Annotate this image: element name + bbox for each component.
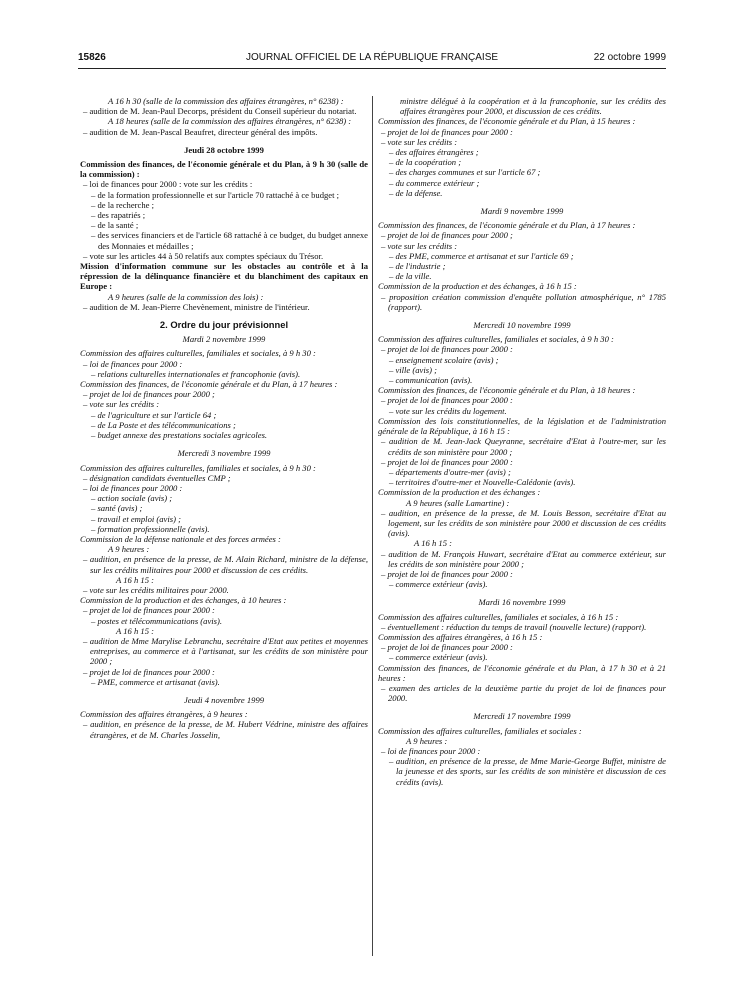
agenda-subitem: – budget annexe des prestations sociales agricoles. [91,430,268,441]
page-header [78,52,666,66]
agenda-subitem: – relations culturelles internationales et francophonie (avis). [91,368,301,379]
header-rule [78,68,666,69]
agenda-item: – audition de M. François Huwart, secrétaire d'Etat au commerce extérieur, sur les crédits de son ministère pour 2000 ; [381,548,666,569]
session-time: A 16 h 30 (salle de la commission des affaires étrangères, n° 6238) : [108,96,344,106]
agenda-subitem: – santé (avis) ; [91,503,143,514]
commission-heading: Commission des finances, de l'économie générale et du Plan, à 15 heures : [378,116,636,127]
agenda-subitem: – de la coopération ; [389,157,462,168]
day-heading: Mercredi 10 novembre 1999 [473,320,571,331]
agenda-subitem: – PME, commerce et artisanat (avis). [91,676,220,687]
agenda-subitem: – des rapatriés ; [91,210,146,221]
agenda-subitem: – formation professionnelle (avis). [91,523,210,534]
agenda-item: – audition de M. Jean-Jack Queyranne, secrétaire d'Etat à l'outre-mer, sur les crédits de son ministère pour 2000 ; [381,436,666,457]
agenda-subitem: – de la recherche ; [91,199,154,210]
commission-heading: Commission des affaires culturelles, familiales et sociales, à 9 h 30 : [80,348,316,359]
agenda-item: – audition de M. Jean-Pierre Chevènement, ministre de l'intérieur. [83,301,310,312]
commission-heading: Commission des lois constitutionnelles, de la législation et de l'administration générale de la République, à 16 h 15 : [378,415,666,437]
agenda-subitem: – travail et emploi (avis) ; [91,513,181,524]
commission-heading: Commission des finances, de l'économie générale et du Plan, à 17 heures : [80,379,338,390]
agenda-subitem: – vote sur les crédits du logement. [389,405,507,416]
commission-heading: Commission de la défense nationale et des forces armées : [80,533,281,544]
agenda-subitem: – des services financiers et de l'article 68 rattaché à ce budget, du budget annexe des Monnaies et médailles ; [91,230,368,251]
session-time: A 9 heures : [406,735,448,746]
agenda-subitem: – communication (avis). [389,375,473,386]
commission-heading: Commission des finances, de l'économie générale et du Plan, à 17 h 30 et à 21 heures : [378,662,666,683]
agenda-subitem: – de La Poste et des télécommunications ; [91,419,236,430]
agenda-item: – vote sur les crédits : [381,136,458,147]
agenda-item: – vote sur les crédits militaires pour 2000. [83,584,229,595]
day-heading: Mardi 9 novembre 1999 [480,206,564,217]
left-column [80,96,368,740]
column-divider [372,96,373,956]
agenda-item: – projet de loi de finances pour 2000 : [83,605,215,616]
agenda-item: – loi de finances pour 2000 : vote sur les crédits : [83,179,253,190]
agenda-item: – projet de loi de finances pour 2000 : [381,642,513,653]
agenda-subitem: – postes et télécommunications (avis). [91,615,223,626]
page-number: 15826 [78,52,106,63]
agenda-item: – loi de finances pour 2000 : [83,358,183,369]
day-heading: Mardi 16 novembre 1999 [478,597,566,608]
commission-heading: Commission des finances, de l'économie générale et du Plan, à 17 heures : [378,220,636,231]
commission-heading: Commission des affaires culturelles, familiales et sociales, à 9 h 30 : [378,334,614,345]
commission-heading: Commission des affaires culturelles, familiales et sociales, à 16 h 15 : [378,611,619,622]
agenda-item: – projet de loi de finances pour 2000 ; [381,230,513,241]
agenda-item: – vote sur les articles 44 à 50 relatifs aux comptes spéciaux du Trésor. [83,250,324,261]
agenda-item: – projet de loi de finances pour 2000 : [381,456,513,467]
agenda-subitem: – des PME, commerce et artisanat et sur l'article 69 ; [389,250,574,261]
agenda-item-continued: ministre délégué à la coopération et à la francophonie, sur les crédits des affaires étrangères pour 2000, et discussion de ces crédits. [400,96,666,117]
session-time: A 9 heures (salle Lamartine) : [406,497,510,508]
agenda-item: – audition de M. Jean-Pascal Beaufret, directeur général des impôts. [83,126,318,137]
agenda-item: – audition de Mme Marylise Lebranchu, secrétaire d'Etat aux petites et moyennes entreprises, au commerce et à l'artisanat, sur les crédits de son ministère pour 2000 ; [83,635,368,667]
agenda-subitem: – des charges communes et sur l'article 67 ; [389,167,541,178]
agenda-subitem: – commerce extérieur (avis). [389,579,488,590]
agenda-item: – vote sur les crédits : [381,240,458,251]
journal-title: JOURNAL OFFICIEL DE LA RÉPUBLIQUE FRANÇAISE [245,52,499,63]
commission-heading: Commission de la production et des échanges : [378,487,541,498]
commission-heading: Commission des affaires étrangères, à 16 h 15 : [378,631,543,642]
agenda-subitem: – de la formation professionnelle et sur l'article 70 rattaché à ce budget ; [91,189,340,200]
session-time: A 9 heures : [108,544,150,555]
agenda-subitem: – audition, en présence de la presse, de Mme Marie-George Buffet, ministre de la jeunesse et des sports, sur les crédits de son ministère et discussion de ces crédits (avis). [389,756,666,787]
day-heading: Jeudi 4 novembre 1999 [183,694,265,705]
agenda-item: – audition de M. Jean-Paul Decorps, président du Conseil supérieur du notariat. [83,106,357,117]
day-heading: Mercredi 3 novembre 1999 [177,448,271,459]
commission-heading: Commission des affaires étrangères, à 9 heures : [80,709,248,720]
mission-heading: Mission d'information commune sur les obstacles au contrôle et à la répression de la délinquance financière et du blanchiment des capitaux en Europe : [80,261,368,292]
agenda-subitem: – des affaires étrangères ; [389,147,479,158]
commission-heading: Commission des affaires culturelles, familiales et sociales, à 9 h 30 : [80,462,316,473]
agenda-item: – loi de finances pour 2000 : [83,482,183,493]
agenda-item: – projet de loi de finances pour 2000 : [381,395,513,406]
agenda-subitem: – de l'agriculture et sur l'article 64 ; [91,409,217,420]
agenda-subitem: – territoires d'outre-mer et Nouvelle-Calédonie (avis). [389,477,576,488]
day-heading: Mardi 2 novembre 1999 [182,334,266,345]
session-time: A 16 h 15 : [116,625,155,636]
agenda-item: – désignation candidats éventuelles CMP ; [83,472,231,483]
session-time: A 16 h 15 : [116,574,155,585]
agenda-item: – loi de finances pour 2000 : [381,745,481,756]
agenda-item: – examen des articles de la deuxième partie du projet de loi de finances pour 2000. [381,682,666,704]
agenda-subitem: – commerce extérieur (avis). [389,652,488,663]
section-heading: 2. Ordre du jour prévisionnel [159,319,289,331]
agenda-subitem: – enseignement scolaire (avis) ; [389,354,499,365]
day-heading: Mercredi 17 novembre 1999 [473,711,571,722]
agenda-item: – audition, en présence de la presse, de M. Alain Richard, ministre de la défense, sur les crédits militaires pour 2000 et discussion de ces crédits. [83,554,368,575]
agenda-subitem: – action sociale (avis) ; [91,493,173,504]
session-time: A 18 heures (salle de la commission des affaires étrangères, n° 6238) : [108,116,352,127]
agenda-item: – projet de loi de finances pour 2000 : [381,126,513,137]
agenda-subitem: – de la ville. [389,271,432,282]
commission-heading: Commission de la production et des échanges, à 16 h 15 : [378,281,577,292]
agenda-item: – vote sur les crédits : [83,399,160,410]
agenda-item: – proposition création commission d'enquête pollution atmosphérique, n° 1785 (rapport). [381,291,666,312]
commission-heading: Commission des finances, de l'économie générale et du Plan, à 18 heures : [378,385,636,396]
agenda-subitem: – de l'industrie ; [389,261,446,272]
commission-heading: Commission de la production et des échanges, à 10 heures : [80,595,287,606]
session-time: A 16 h 15 : [414,538,453,549]
session-time: A 9 heures (salle de la commission des lois) : [108,291,264,302]
agenda-item: – projet de loi de finances pour 2000 ; [83,389,215,400]
issue-date: 22 octobre 1999 [593,52,666,63]
agenda-item: – projet de loi de finances pour 2000 : [381,344,513,355]
agenda-subitem: – de la défense. [389,187,443,198]
agenda-item: – projet de loi de finances pour 2000 : [83,666,215,677]
commission-heading: Commission des finances, de l'économie générale et du Plan, à 9 h 30 (salle de la commission) : [80,159,368,180]
agenda-subitem: – départements d'outre-mer (avis) ; [389,466,511,477]
commission-heading: Commission des affaires culturelles, familiales et sociales : [378,725,582,736]
agenda-subitem: – ville (avis) ; [389,364,437,375]
agenda-subitem: – de la santé ; [91,220,139,231]
agenda-item: – projet de loi de finances pour 2000 : [381,568,513,579]
right-column [378,96,666,787]
agenda-item: – audition, en présence de la presse, de M. Louis Besson, secrétaire d'Etat au logement, sur les crédits de son ministère pour 2000 et discussion de ces crédits (avis). [381,507,666,539]
agenda-item: – éventuellement : réduction du temps de travail (nouvelle lecture) (rapport). [381,621,647,632]
agenda-subitem: – du commerce extérieur ; [389,177,480,188]
agenda-item: – audition, en présence de la presse, de M. Hubert Védrine, ministre des affaires étrangères, et de M. Charles Josselin, [83,719,368,740]
day-heading: Jeudi 28 octobre 1999 [184,144,264,155]
